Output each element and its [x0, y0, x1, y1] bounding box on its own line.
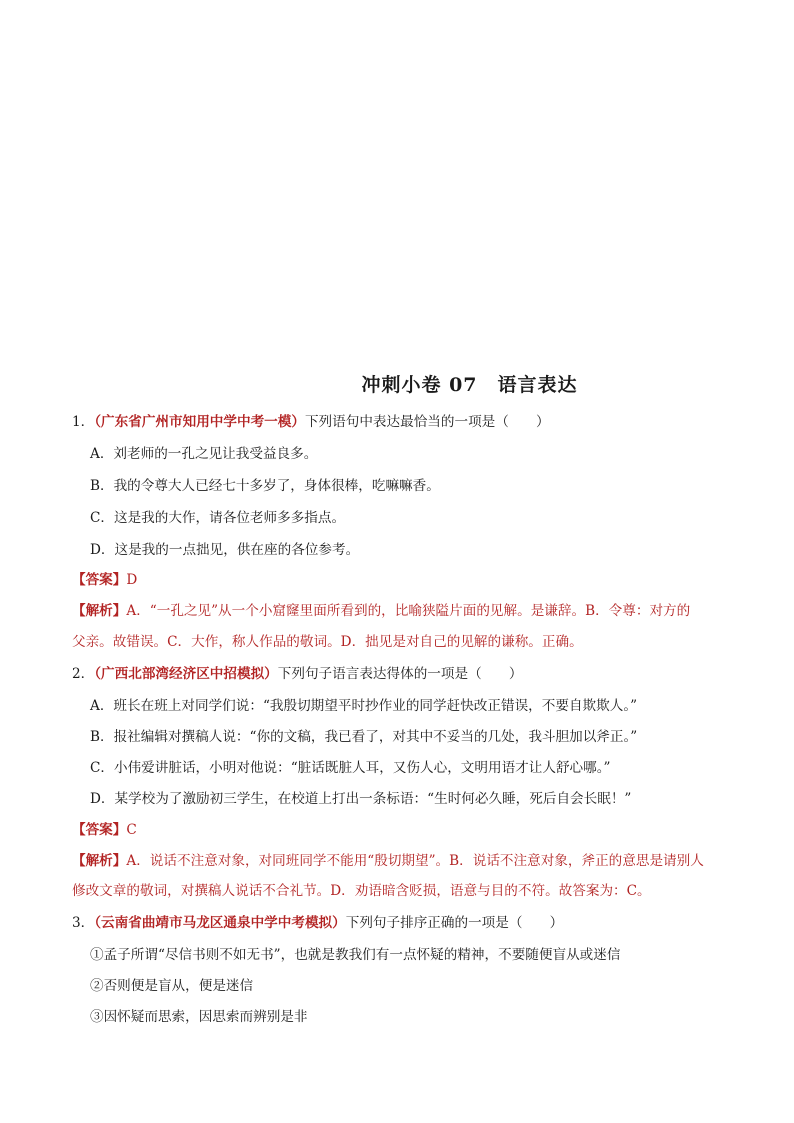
question-2-stem-line — [72, 664, 732, 684]
question-2-option-d: D．某学校为了激励初三学生，在校道上打出一条标语：“生时何必久睡，死后自会长眠！” — [90, 791, 632, 807]
question-number: 1． — [72, 414, 95, 430]
question-1-option-c: C．这是我的大作，请各位老师多多指点。 — [90, 510, 346, 526]
question-1-option-a: A．刘老师的一孔之见让我受益良多。 — [90, 446, 318, 462]
analysis-text: A．说话不注意对象，对同班同学不能用“殷切期望”。B．说话不注意对象，斧正的意思是请别人 — [126, 853, 704, 869]
question-source: （云南省曲靖市马龙区通泉中学中考模拟） — [94, 915, 346, 931]
question-1-stem-line — [72, 412, 732, 432]
question-3-sentence-1: ①孟子所谓“尽信书则不如无书”，也就是教我们有一点怀疑的精神，不要随便盲从或迷信 — [90, 947, 621, 963]
answer-label: 【答案】 — [72, 572, 127, 588]
question-1-option-b: B．我的令尊大人已经七十多岁了，身体很棒，吃嘛嘛香。 — [90, 478, 440, 494]
question-1-analysis-line-1 — [72, 601, 732, 621]
analysis-label: 【解析】 — [72, 853, 127, 869]
answer-label: 【答案】 — [72, 822, 127, 838]
question-3-stem-line — [72, 913, 732, 933]
question-1-option-d: D．这是我的一点拙见，供在座的各位参考。 — [90, 542, 360, 558]
page-title: 冲刺小卷 07 语言表达 — [361, 374, 578, 396]
question-stem: 下列句子语言表达得体的一项是（ ） — [277, 666, 523, 682]
question-source: （广西北部湾经济区中招模拟） — [94, 666, 278, 682]
answer-value: D — [126, 572, 138, 588]
question-2-option-a: A．班长在班上对同学们说：“我殷切期望平时抄作业的同学赶快改正错误，不要自欺欺人。” — [90, 698, 638, 714]
question-number: 3． — [72, 915, 95, 931]
question-3-sentence-2: ②否则便是盲从，便是迷信 — [90, 978, 254, 994]
question-1-answer — [72, 570, 732, 590]
question-source: （广东省广州市知用中学中考一模） — [94, 414, 305, 430]
question-stem: 下列句子排序正确的一项是（ ） — [345, 915, 564, 931]
answer-value: C — [126, 822, 137, 838]
question-2-answer — [72, 820, 732, 840]
analysis-text: A．“一孔之见”从一个小窟窿里面所看到的，比喻狭隘片面的见解。是谦辞。B．令尊：对方的 — [126, 603, 691, 619]
question-2-option-c: C．小伟爱讲脏话，小明对他说：“脏话既脏人耳，又伤人心，文明用语才让人舒心哪。” — [90, 760, 611, 776]
question-1-analysis-line-2: 父亲。故错误。C．大作，称人作品的敬词。D．拙见是对自己的见解的谦称。正确。 — [72, 634, 583, 650]
question-2-option-b: B．报社编辑对撰稿人说：“你的文稿，我已看了，对其中不妥当的几处，我斗胆加以斧正。” — [90, 729, 638, 745]
question-2-analysis-line-1 — [72, 851, 732, 871]
question-number: 2． — [72, 666, 95, 682]
question-stem: 下列语句中表达最恰当的一项是（ ） — [304, 414, 550, 430]
analysis-label: 【解析】 — [72, 603, 127, 619]
question-2-analysis-line-2: 修改文章的敬词，对撰稿人说话不合礼节。D．劝语暗含贬损，语意与目的不符。故答案为：C。 — [72, 883, 651, 899]
question-3-sentence-3: ③因怀疑而思索，因思索而辨别是非 — [90, 1009, 308, 1025]
